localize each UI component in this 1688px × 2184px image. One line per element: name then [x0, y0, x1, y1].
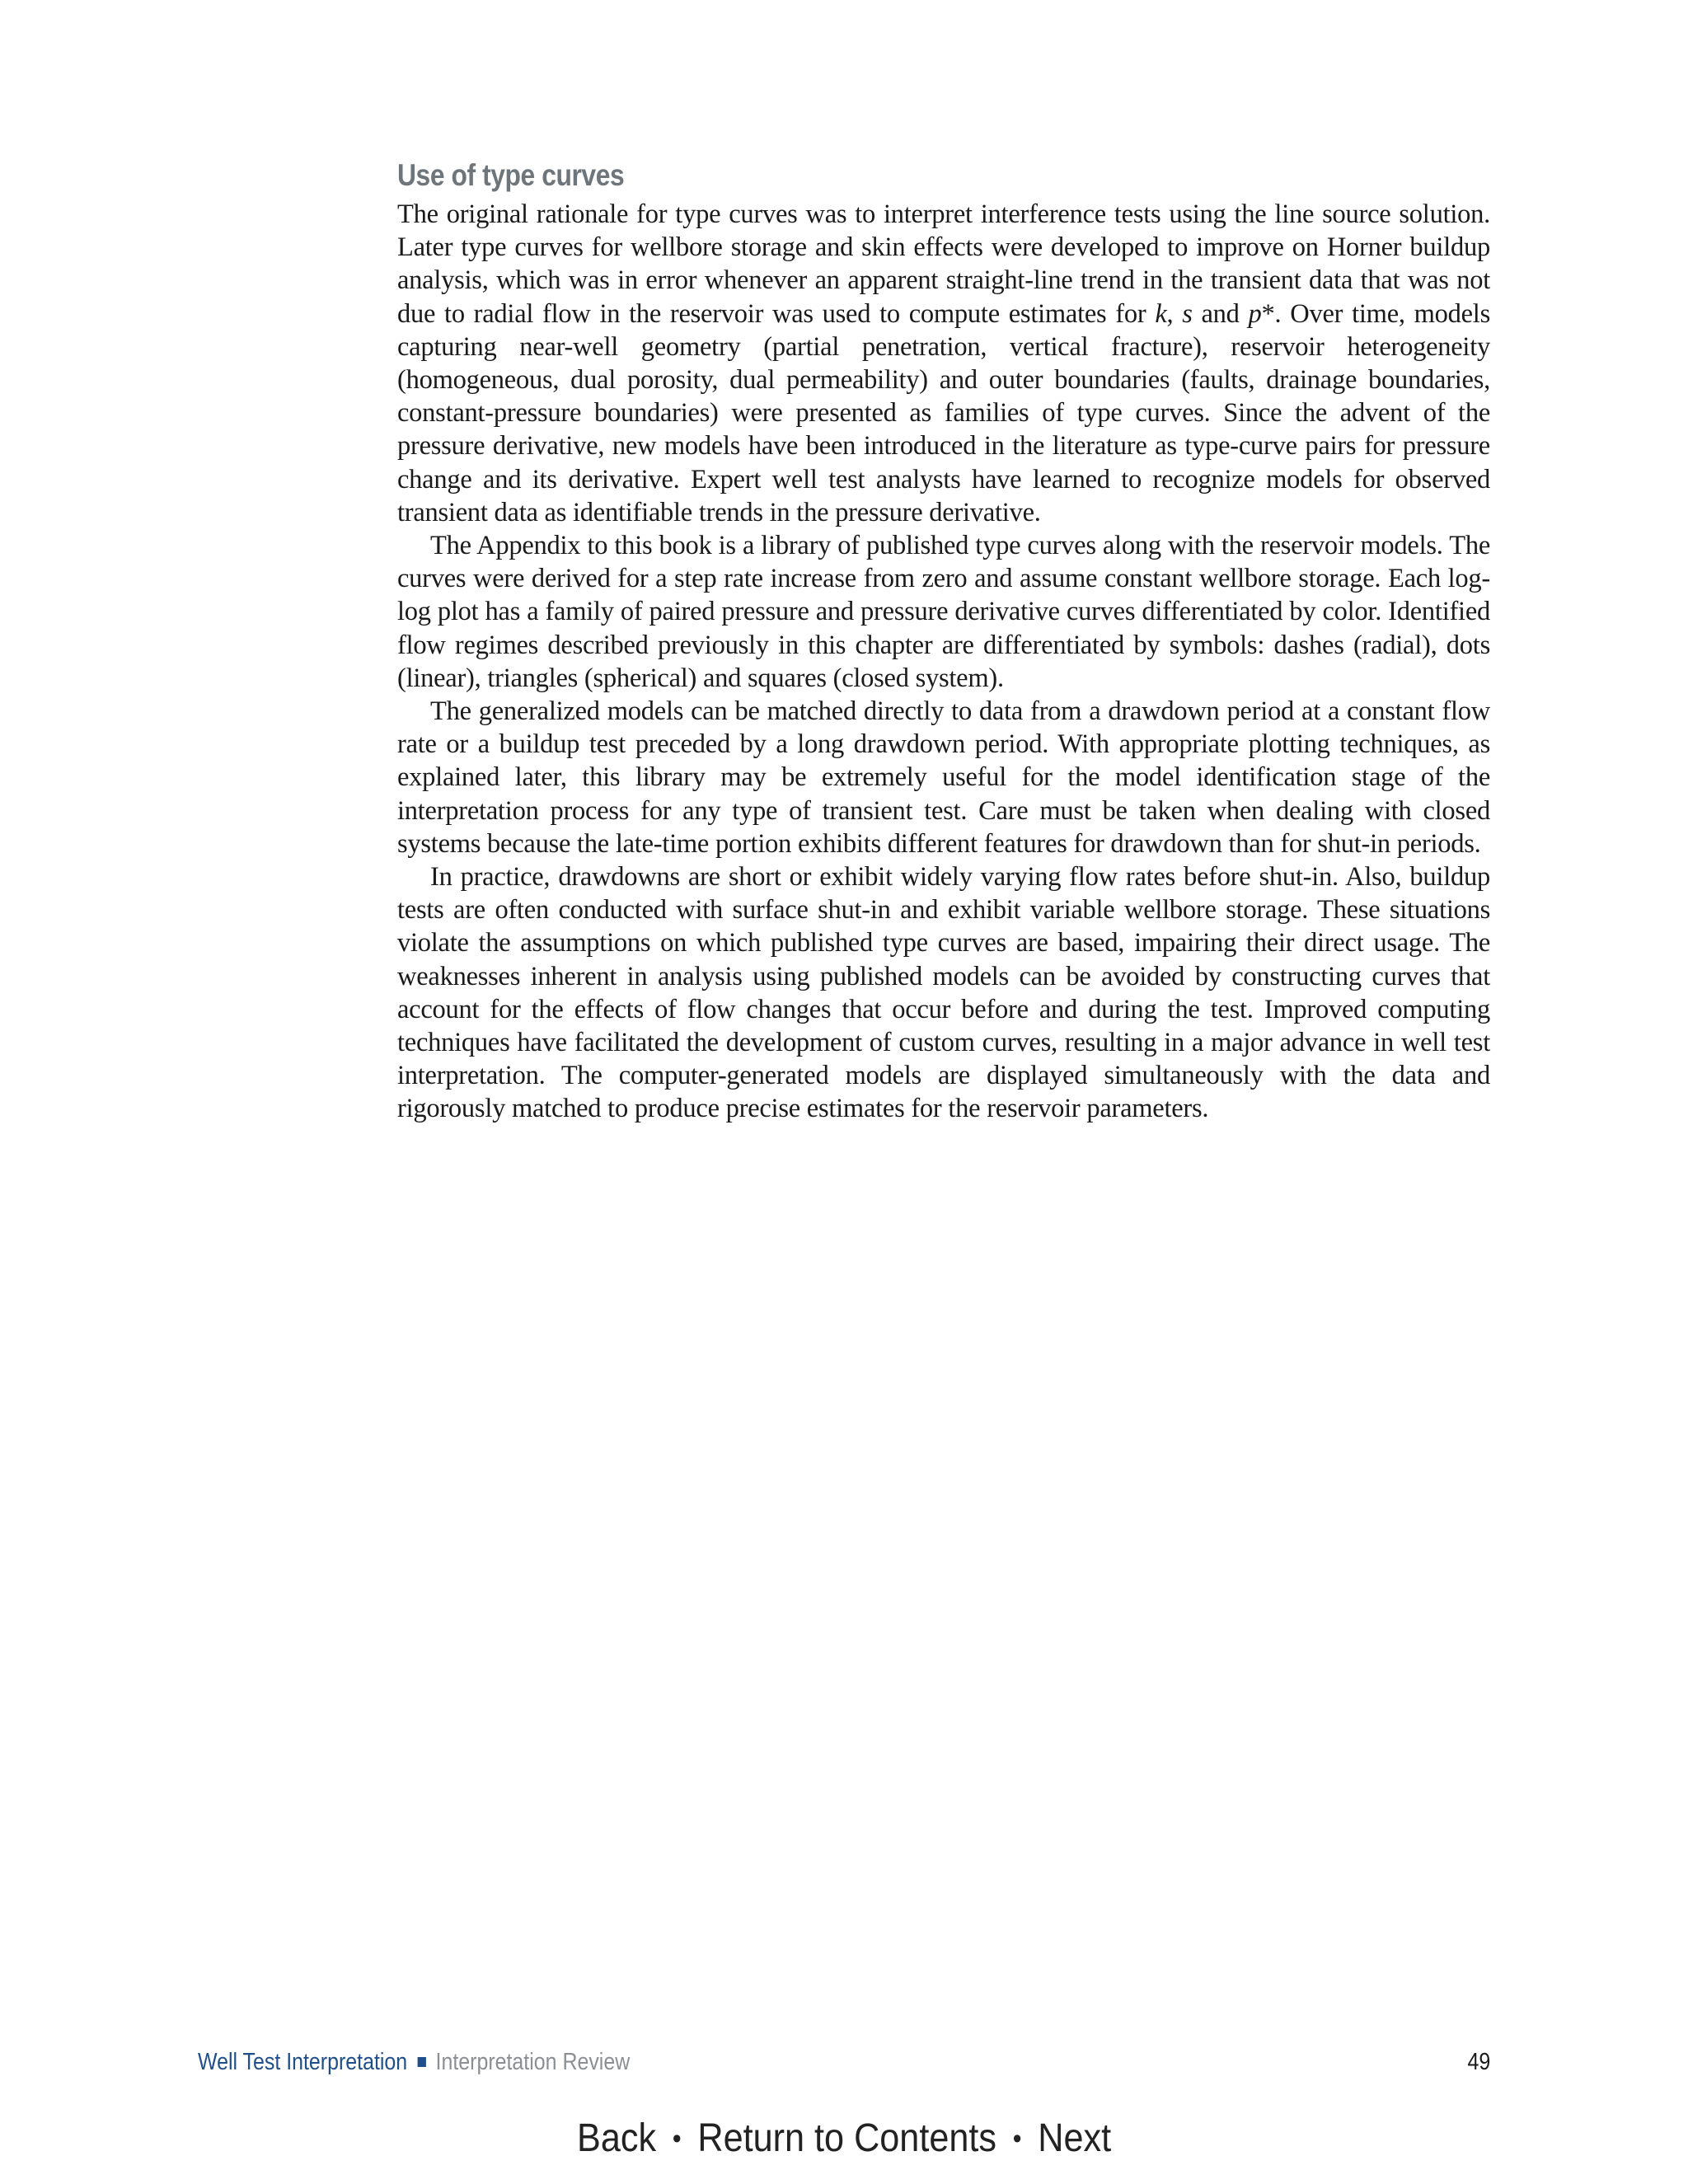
back-link[interactable]: Back — [576, 2116, 656, 2160]
paragraph-1 — [397, 198, 1490, 529]
return-to-contents-link[interactable]: Return to Contents — [697, 2116, 996, 2160]
paragraph-1-text-b: . Over time, models capturing near-well geometry (partial penetration, vertical fracture), reservoir heterogeneity (homogeneous, dual porosity, dual permeability) and outer boundaries (faults, drainage boundaries, constant-pressure boundaries) were presented as families of type curves. Since the advent of the pressure derivative, new models have been introduced in the literature as type-curve pairs for pressure change and its derivative. Expert well test analysts have learned to recognize models for observed transient data as identifiable trends in the pressure derivative. — [397, 298, 1490, 527]
square-bullet-icon — [417, 2057, 425, 2067]
navigation-bar — [0, 2093, 1688, 2184]
footer-chapter-title: Interpretation Review — [435, 2049, 631, 2075]
paragraph-1-text-a: The original rationale for type curves was to interpret interference tests using the line source solution. Later type curves for wellbore storage and skin effects were developed to improve on Horner buildup analysis, which was in error whenever an apparent straight-line trend in the transient data that was not due to radial flow in the reservoir was used to compute estimates for — [397, 199, 1490, 329]
page-footer — [198, 2046, 1490, 2079]
comma: , — [1166, 298, 1183, 329]
paragraph-2: The Appendix to this book is a library of published type curves along with the reservoir models. The curves were derived for a step rate increase from zero and assume constant wellbore storage. Each log-log plot has a family of paired pressure and pressure derivative curves differentiated by color. Identified flow regimes described previously in this chapter are differentiated by symbols: dashes (radial), dots (linear), triangles (spherical) and squares (closed system). — [397, 531, 1490, 693]
body-text — [397, 198, 1490, 1126]
symbol-star: * — [1261, 298, 1275, 329]
section-heading: Use of type curves — [397, 158, 625, 192]
footer-running-head — [198, 2046, 630, 2079]
paragraph-3: The generalized models can be matched directly to data from a drawdown period at a constant flow rate or a buildup test preceded by a long drawdown period. With appropriate plotting techniques, as explained later, this library may be extremely useful for the model identification stage of the interpretation process for any type of transient test. Care must be taken when dealing with closed systems because the late-time portion exhibits different features for drawdown than for shut-in periods. — [397, 696, 1490, 859]
symbol-k: k — [1155, 298, 1167, 329]
nav-separator-dot: • — [1012, 2123, 1022, 2154]
nav-separator-dot: • — [672, 2123, 682, 2154]
paragraph-4: In practice, drawdowns are short or exhibit widely varying flow rates before shut-in. Also, buildup tests are often conducted with surface shut-in and exhibit variable wellbore storage. These situations violate the assumptions on which published type curves are based, impairing their direct usage. The weaknesses inherent in analysis using published models can be avoided by constructing curves that account for the effects of flow changes that occur before and during the test. Improved computing techniques have facilitated the development of custom curves, resulting in a major advance in well test interpretation. The computer-generated models are displayed simultaneously with the data and rigorously matched to produce precise estimates for the reservoir parameters. — [397, 862, 1490, 1124]
and-text: and — [1192, 298, 1249, 329]
navigation-links — [577, 2093, 1111, 2184]
footer-book-title: Well Test Interpretation — [198, 2049, 408, 2075]
next-link[interactable]: Next — [1038, 2116, 1112, 2160]
symbol-s: s — [1182, 298, 1193, 329]
symbol-p: p — [1248, 298, 1262, 329]
page-content — [397, 158, 1490, 1126]
page-number: 49 — [1467, 2049, 1490, 2075]
